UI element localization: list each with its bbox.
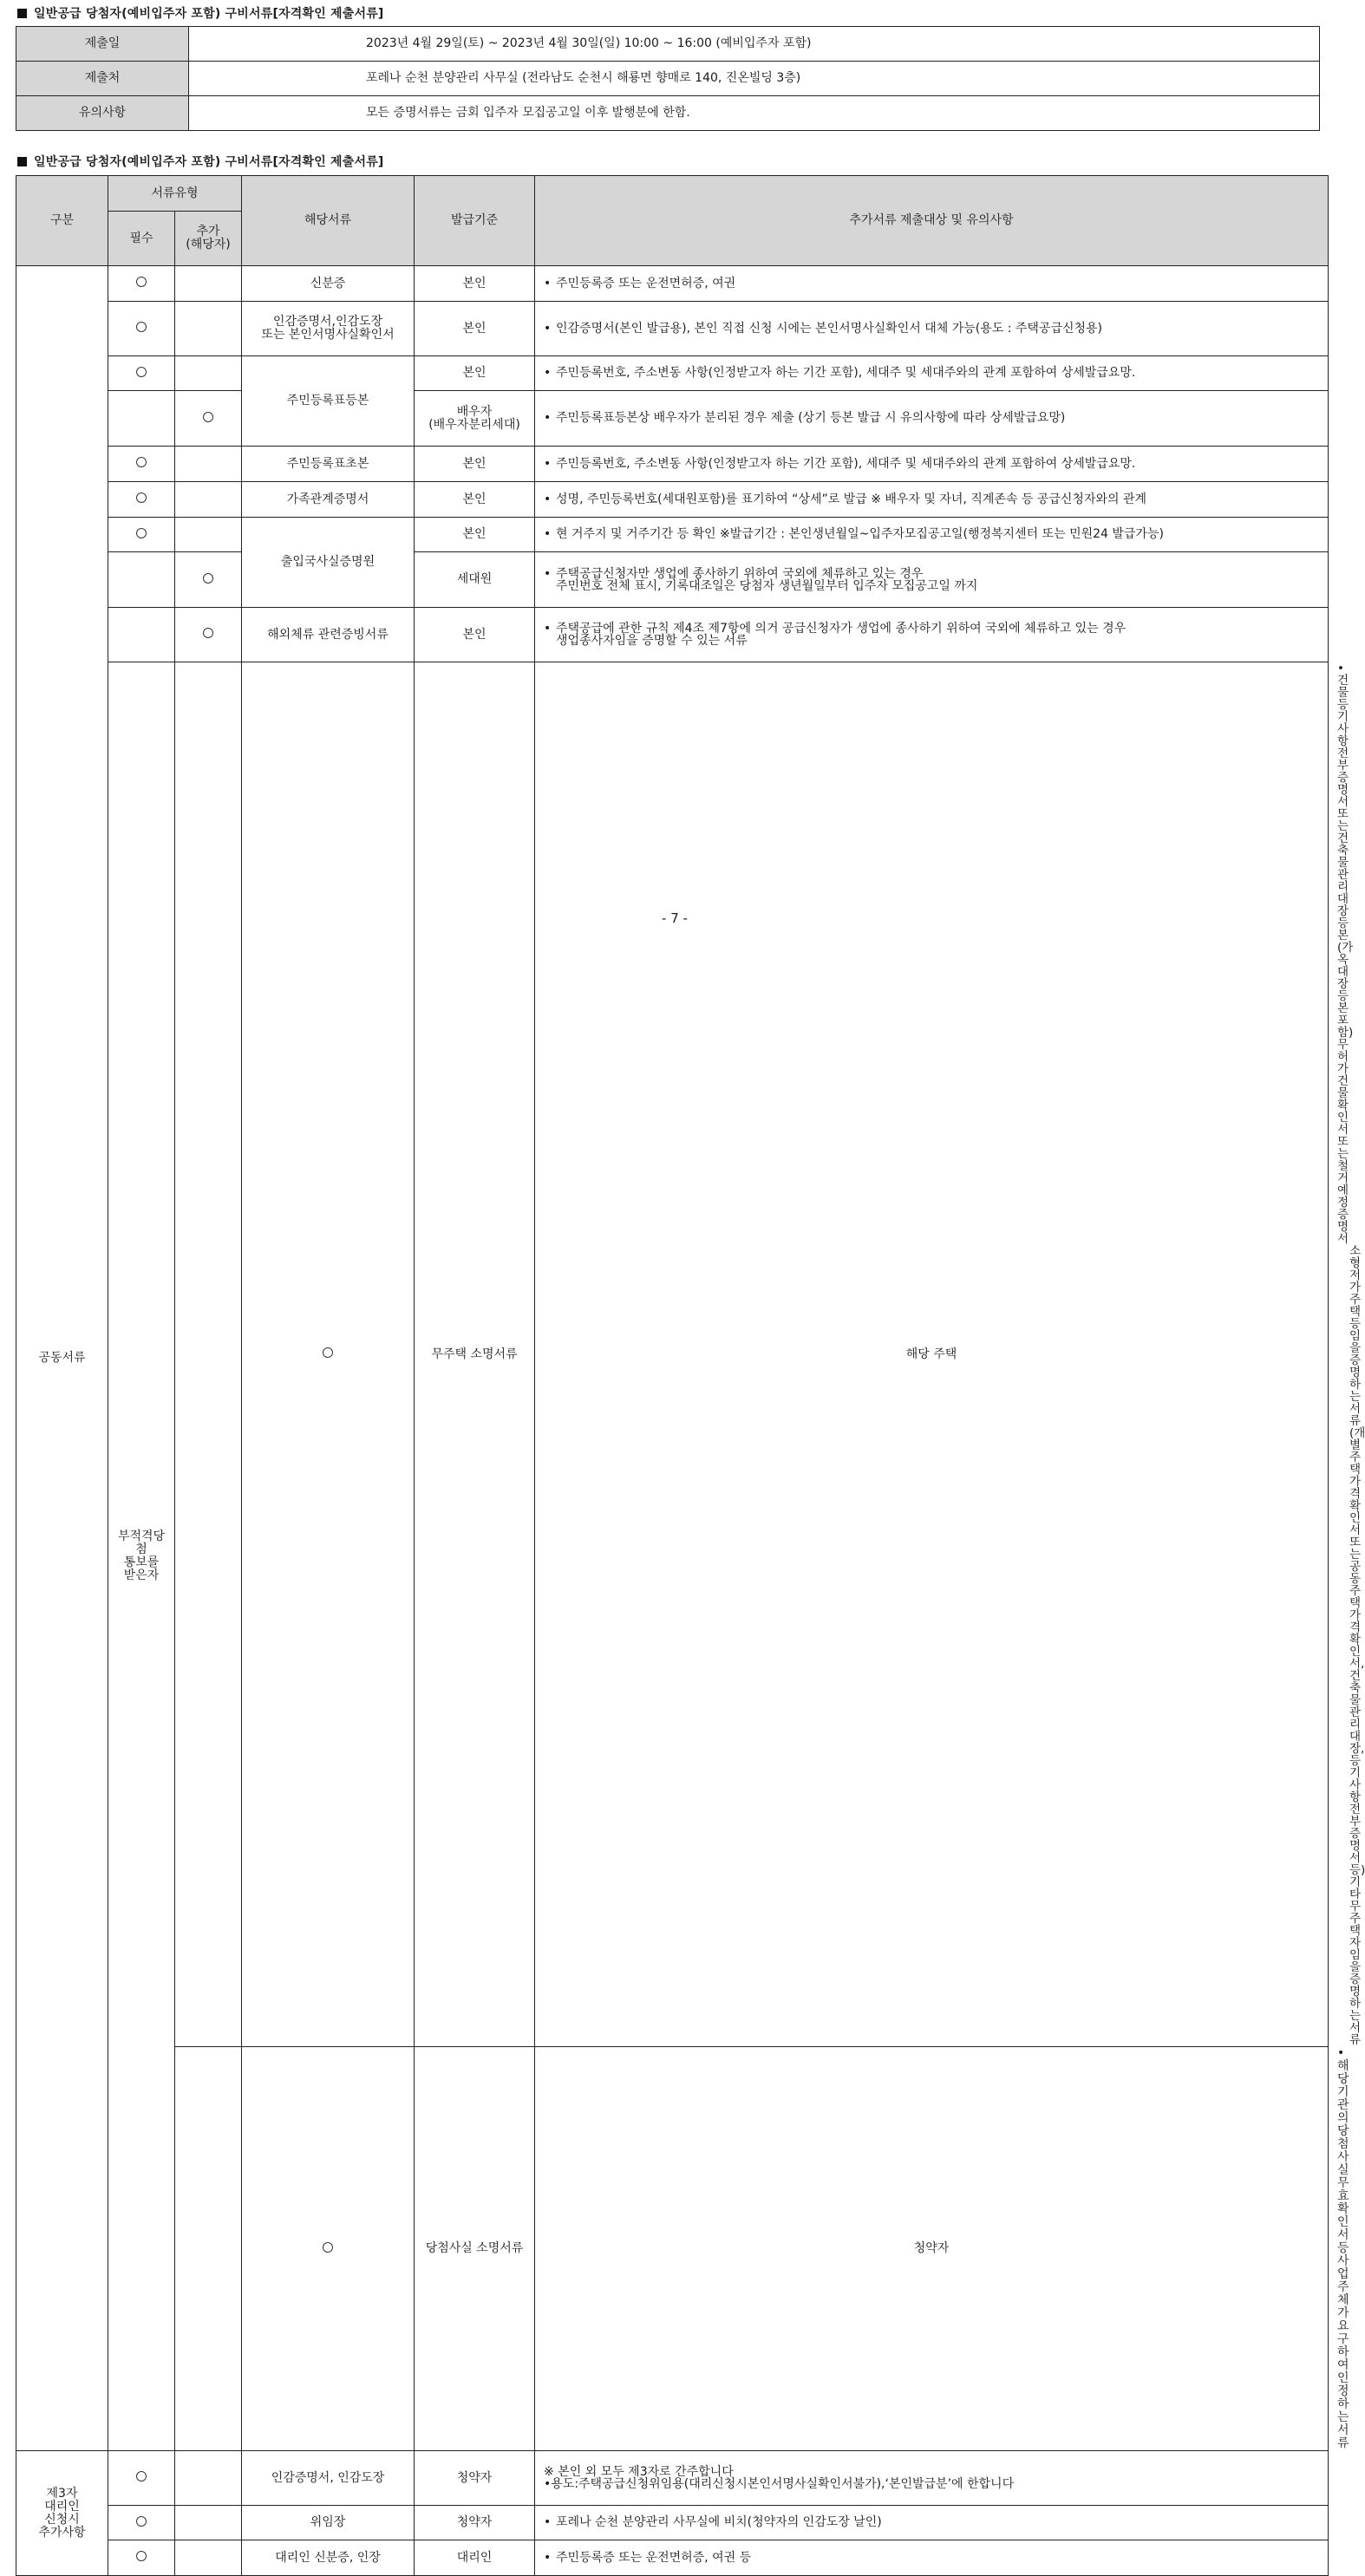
- note-text: 기타 무주택자임을 증명하는 서류: [1349, 1875, 1362, 2047]
- document-cell: 해외체류 관련증빙서류: [242, 608, 415, 662]
- additional-cell: [175, 266, 242, 302]
- document-cell: 주민등록표등본: [242, 356, 415, 447]
- group-line: 받은자: [123, 1568, 160, 1582]
- table-row: [16, 27, 1320, 62]
- square-bullet-icon: [17, 9, 27, 18]
- circle-mark-icon: [136, 367, 147, 377]
- note-text: 주민등록번호, 주소변동 사항(인정받고자 하는 기간 포함), 세대주 및 세대주와의 관계 포함하여 상세발급요망.: [556, 456, 1136, 471]
- issuer-cell: 본인: [415, 266, 535, 302]
- document-cell: [242, 302, 415, 356]
- required-cell: [108, 482, 175, 518]
- row-value: 2023년 4월 29일(토) ~ 2023년 4월 30일(일) 10:00 ~ 16:00 (예비입주자 포함): [189, 27, 1320, 62]
- issuer-cell: 세대원: [415, 552, 535, 608]
- square-bullet-icon: [17, 157, 27, 166]
- required-cell: [108, 302, 175, 356]
- document-cell: 무주택 소명서류: [415, 662, 535, 2047]
- section-2-heading-text: 일반공급 당첨자(예비입주자 포함) 구비서류[자격확인 제출서류]: [34, 155, 384, 169]
- bullet: •: [544, 366, 552, 380]
- note-text: 해당 기관의 당첨사실 무효확인서 등 사업주체가 요구하여 인정하는 서류: [1337, 2059, 1349, 2450]
- note-cell: [535, 482, 1329, 518]
- additional-cell: [175, 302, 242, 356]
- issuer-cell: 본인: [415, 302, 535, 356]
- table-row: [16, 482, 1329, 518]
- issuer-cell: [415, 391, 535, 447]
- required-cell: [108, 552, 175, 608]
- circle-mark-icon: [203, 412, 213, 422]
- additional-cell: [175, 2506, 242, 2540]
- note-cell: [535, 356, 1329, 391]
- note-cell: [535, 391, 1329, 447]
- note-cell: [535, 302, 1329, 356]
- additional-cell: [175, 552, 242, 608]
- header-additional-line: 추가: [196, 225, 220, 238]
- document-cell: 대리인 신분증, 인장: [242, 2540, 415, 2576]
- document-cell: 당첨사실 소명서류: [415, 2047, 535, 2451]
- group-line: 대리인: [44, 2499, 80, 2514]
- note-cell: [535, 518, 1329, 552]
- group-line: 부적격당첨: [117, 1529, 166, 1556]
- note-text: 주택공급에 관한 규칙 제4조 제7항에 의거 공급신청자가 생업에 종사하기 위하여 국외에 체류하고 있는 경우: [556, 622, 1127, 636]
- submission-info-table: [16, 26, 1320, 131]
- issuer-line: (배우자분리세대): [428, 417, 520, 432]
- table-row: [16, 302, 1329, 356]
- note-cell: [535, 266, 1329, 302]
- issuer-cell: 해당 주택: [535, 662, 1329, 2047]
- group-line: 신청시: [44, 2512, 80, 2527]
- bullet: •: [1337, 662, 1344, 675]
- group-proxy: [16, 2451, 108, 2576]
- additional-cell: [242, 2047, 415, 2451]
- circle-mark-icon: [323, 1347, 333, 1358]
- document-line: 또는 본인서명사실확인서: [261, 328, 395, 342]
- bullet: •: [544, 622, 552, 636]
- header-notes: 추가서류 제출대상 및 유의사항: [535, 176, 1329, 266]
- additional-cell: [175, 2451, 242, 2506]
- note-cell: [535, 2540, 1329, 2576]
- circle-mark-icon: [323, 2242, 333, 2253]
- issuer-cell: 본인: [415, 482, 535, 518]
- bullet: •: [544, 527, 552, 541]
- bullet: •: [544, 492, 552, 506]
- documents-table: [16, 175, 1365, 2576]
- required-cell: [108, 608, 175, 662]
- note-cell: [535, 447, 1329, 482]
- note-text: 주민등록번호, 주소변동 사항(인정받고자 하는 기간 포함), 세대주 및 세대주와의 관계 포함하여 상세발급요망.: [556, 366, 1136, 380]
- header-type: 서류유형: [108, 176, 242, 212]
- header-additional-line: (해당자): [186, 238, 231, 251]
- additional-cell: [175, 447, 242, 482]
- note-text: 주민등록표등본상 배우자가 분리된 경우 제출 (상기 등본 발급 시 유의사항에 따라 상세발급요망): [556, 411, 1066, 425]
- circle-mark-icon: [136, 2551, 147, 2561]
- table-row: [16, 96, 1320, 131]
- additional-cell: [175, 391, 242, 447]
- table-row: [16, 62, 1320, 96]
- bullet: •: [544, 276, 552, 290]
- table-row: [16, 608, 1329, 662]
- group-line: 제3자: [46, 2486, 78, 2501]
- issuer-cell: 청약자: [415, 2506, 535, 2540]
- document-cell: 인감증명서, 인감도장: [242, 2451, 415, 2506]
- note-text: 생업종사자임을 증명할 수 있는 서류: [556, 634, 748, 648]
- circle-mark-icon: [136, 492, 147, 503]
- required-cell: [108, 2451, 175, 2506]
- row-label: 유의사항: [16, 96, 189, 131]
- circle-mark-icon: [136, 2516, 147, 2527]
- note-text: 인감증명서(본인 발급용), 본인 직접 신청 시에는 본인서명사실확인서 대체 가능(용도 : 주택공급신청용): [556, 321, 1103, 336]
- additional-cell: [175, 482, 242, 518]
- issuer-cell: 본인: [415, 447, 535, 482]
- group-fail: [108, 662, 175, 2451]
- row-label: 제출처: [16, 62, 189, 96]
- group-line: 통보를: [123, 1555, 160, 1569]
- additional-cell: [175, 608, 242, 662]
- circle-mark-icon: [203, 573, 213, 584]
- note-text: •용도:주택공급신청위임용(대리신청시본인서명사실확인서불가),‘본인발급분’에 한합니다: [544, 2477, 1015, 2491]
- row-value: 포레나 순천 분양관리 사무실 (전라남도 순천시 해룡면 향매로 140, 진온빌딩 3층): [189, 62, 1320, 96]
- row-value: 모든 증명서류는 금회 입주자 모집공고일 이후 발행분에 한함.: [189, 96, 1320, 131]
- required-cell: [108, 518, 175, 552]
- required-cell: [108, 266, 175, 302]
- circle-mark-icon: [136, 277, 147, 287]
- issuer-cell: 청약자: [415, 2451, 535, 2506]
- note-cell: [535, 2506, 1329, 2540]
- note-text: 현 거주지 및 거주기간 등 확인 ※발급기간 : 본인생년월일~입주자모집공고일(행정복지센터 또는 민원24 발급가능): [556, 527, 1164, 541]
- circle-mark-icon: [136, 322, 147, 332]
- required-cell: [175, 2047, 242, 2451]
- note-text: 주택공급신청자만 생업에 종사하기 위하여 국외에 체류하고 있는 경우: [556, 566, 924, 581]
- document-cell: 신분증: [242, 266, 415, 302]
- additional-cell: [175, 2540, 242, 2576]
- document-cell: 가족관계증명서: [242, 482, 415, 518]
- note-text: 포레나 순천 분양관리 사무실에 비치(청약자의 인감도장 날인): [556, 2515, 882, 2529]
- required-cell: [108, 2506, 175, 2540]
- issuer-line: 배우자: [456, 404, 493, 419]
- note-cell: [535, 552, 1329, 608]
- issuer-cell: 청약자: [535, 2047, 1329, 2451]
- table-row: [16, 266, 1329, 302]
- bullet: •: [544, 2550, 552, 2565]
- circle-mark-icon: [203, 628, 213, 638]
- required-cell: [108, 356, 175, 391]
- section-2-heading: [17, 153, 384, 170]
- additional-cell: [175, 356, 242, 391]
- table-row: [16, 662, 1329, 2047]
- bullet: •: [1337, 2046, 1345, 2060]
- note-text: 주민등록증 또는 운전면허증, 여권 등: [556, 2550, 752, 2565]
- section-1-heading-text: 일반공급 당첨자(예비입주자 포함) 구비서류[자격확인 제출서류]: [34, 7, 384, 21]
- page-number: - 7 -: [662, 910, 688, 926]
- note-text: 소형저가주택등임을증명하는서류(개별주택가격확인서 또는 공동주택가격확인서, 건축물관리대장, 등기사항전부증명서 등): [1349, 1244, 1365, 1877]
- table-row: [16, 391, 1329, 447]
- note-line: [544, 568, 1323, 580]
- table-row: [16, 518, 1329, 552]
- note-text: 주민등록증 또는 운전면허증, 여권: [556, 276, 736, 290]
- required-cell: [108, 391, 175, 447]
- additional-cell: [175, 518, 242, 552]
- table-row: [16, 2047, 1329, 2451]
- header-gubun: 구분: [16, 176, 108, 266]
- additional-cell: [242, 662, 415, 2047]
- note-text: 성명, 주민등록번호(세대원포함)를 표기하여 “상세”로 발급 ※ 배우자 및 자녀, 직계존속 등 공급신청자와의 관계: [556, 492, 1147, 506]
- document-cell: 출입국사실증명원: [242, 518, 415, 608]
- table-row: [16, 552, 1329, 608]
- bullet: •: [544, 321, 552, 336]
- note-cell: [535, 2451, 1329, 2506]
- note-text: 건물등기사항전부증명서 또는 건축물관리대장등본(가옥대장등본 포함) 무허가건물확인서 또는 철거예정증명서: [1337, 674, 1354, 1246]
- table-row: [16, 447, 1329, 482]
- issuer-cell: 대리인: [415, 2540, 535, 2576]
- group-common: 공동서류: [16, 266, 108, 2451]
- issuer-cell: 본인: [415, 518, 535, 552]
- header-document: 해당서류: [242, 176, 415, 266]
- table-row: [16, 2540, 1329, 2576]
- bullet: •: [544, 456, 552, 471]
- table-row: [16, 2506, 1329, 2540]
- bullet: •: [544, 566, 552, 581]
- section-1-heading: [17, 4, 384, 22]
- required-cell: [108, 2540, 175, 2576]
- header-additional: [175, 212, 242, 266]
- document-cell: 위임장: [242, 2506, 415, 2540]
- circle-mark-icon: [136, 528, 147, 538]
- note-text: 주민번호 전체 표시, 기록대조일은 당첨자 생년월일부터 입주자 모집공고일 까지: [556, 578, 978, 593]
- header-row: [16, 176, 1329, 212]
- note-cell: [535, 608, 1329, 662]
- required-cell: [175, 662, 242, 2047]
- document-line: 인감증명서,인감도장: [272, 315, 383, 329]
- header-issuer: 발급기준: [415, 176, 535, 266]
- issuer-cell: 본인: [415, 356, 535, 391]
- note-line: [544, 623, 1323, 635]
- table-row: [16, 2451, 1329, 2506]
- row-label: 제출일: [16, 27, 189, 62]
- circle-mark-icon: [136, 2471, 147, 2481]
- document-cell: 주민등록표초본: [242, 447, 415, 482]
- group-line: 추가사항: [38, 2525, 86, 2540]
- note-text: ※ 본인 외 모두 제3자로 간주합니다: [544, 2465, 734, 2479]
- bullet: •: [544, 2515, 552, 2529]
- bullet: •: [544, 411, 552, 425]
- circle-mark-icon: [136, 457, 147, 467]
- issuer-cell: 본인: [415, 608, 535, 662]
- header-required: 필수: [108, 212, 175, 266]
- table-row: [16, 356, 1329, 391]
- required-cell: [108, 447, 175, 482]
